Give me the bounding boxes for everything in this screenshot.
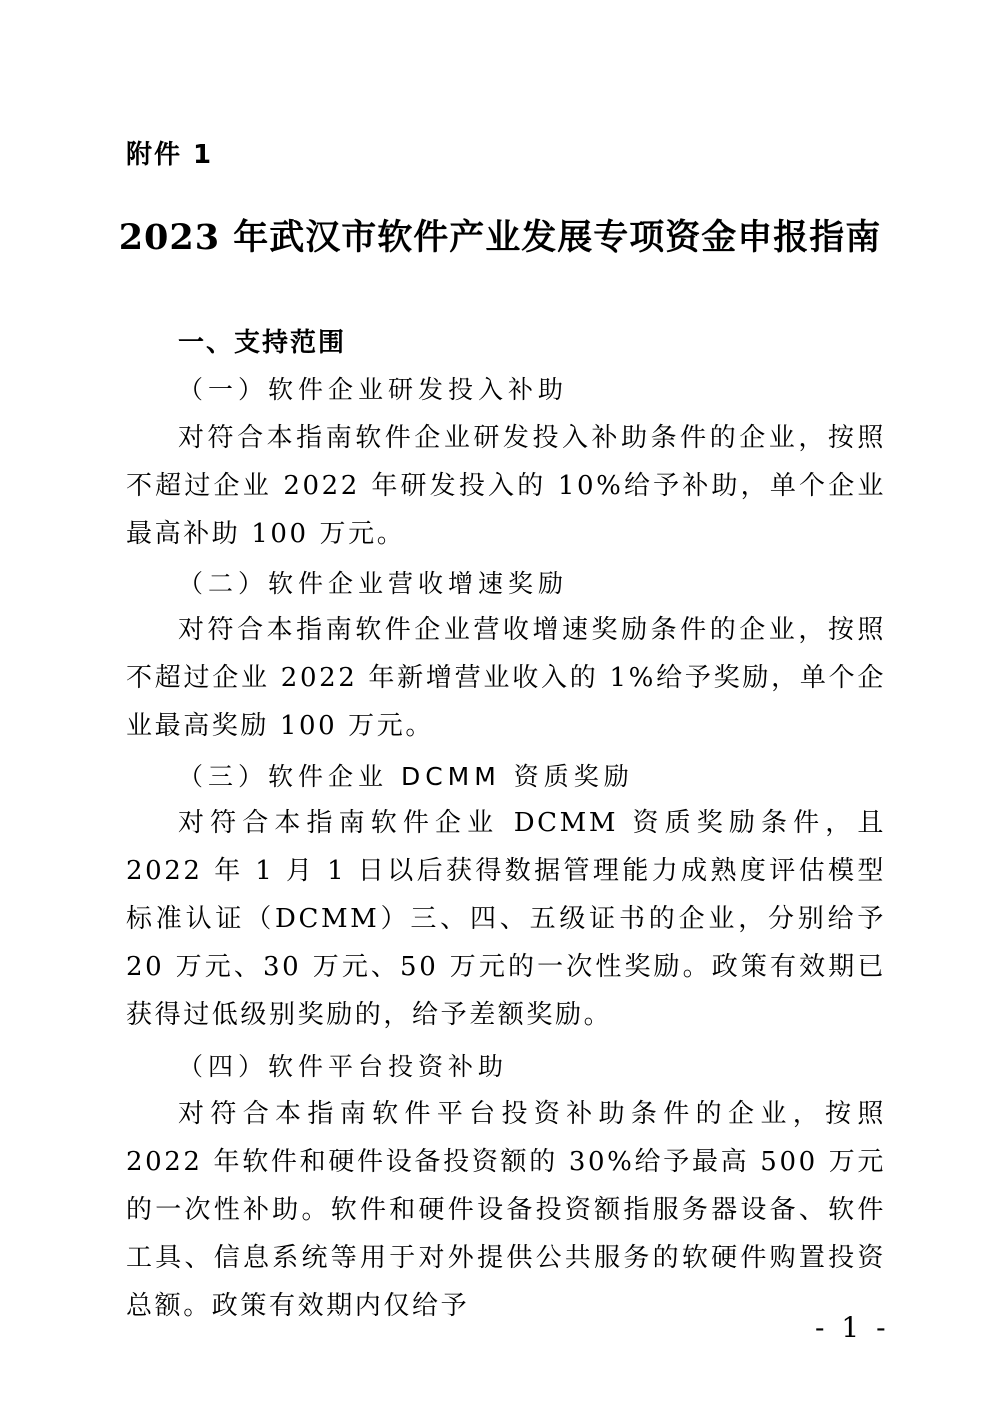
- item-heading-2: （二）软件企业营收增速奖励: [178, 569, 569, 598]
- item-heading-4: （四）软件平台投资补助: [178, 1052, 509, 1081]
- item-heading-3: （三）软件企业 DCMM 资质奖励: [178, 762, 634, 791]
- document-title: 2023 年武汉市软件产业发展专项资金申报指南: [118, 217, 882, 258]
- item-text-1: 对符合本指南软件企业研发投入补助条件的企业，按照不超过企业 2022 年研发投入的 10%给予补助，单个企业最高补助 100 万元。: [126, 423, 886, 549]
- item-text-4: 对符合本指南软件平台投资补助条件的企业，按照 2022 年软件和硬件设备投资额的 30%给予最高 500 万元的一次性补助。软件和硬件设备投资额指服务器设备、软件工具、信息系统等用于对外提供公共服务的软硬件购置投资总额。政策有效期内仅给予: [126, 1099, 886, 1321]
- page-number: - 1 -: [815, 1311, 890, 1344]
- attachment-label: 附件 1: [126, 140, 214, 170]
- item-heading-1: （一）软件企业研发投入补助: [178, 375, 569, 404]
- item-text-3: 对符合本指南软件企业 DCMM 资质奖励条件，且 2022 年 1 月 1 日以后获得数据管理能力成熟度评估模型标准认证（DCMM）三、四、五级证书的企业，分别给予 20 万元、30 万元、50 万元的一次性奖励。政策有效期已获得过低级别奖励的，给予差额奖励。: [126, 808, 886, 1030]
- section-heading: 一、支持范围: [178, 328, 347, 358]
- item-text-2: 对符合本指南软件企业营收增速奖励条件的企业，按照不超过企业 2022 年新增营业收入的 1%给予奖励，单个企业最高奖励 100 万元。: [126, 615, 886, 741]
